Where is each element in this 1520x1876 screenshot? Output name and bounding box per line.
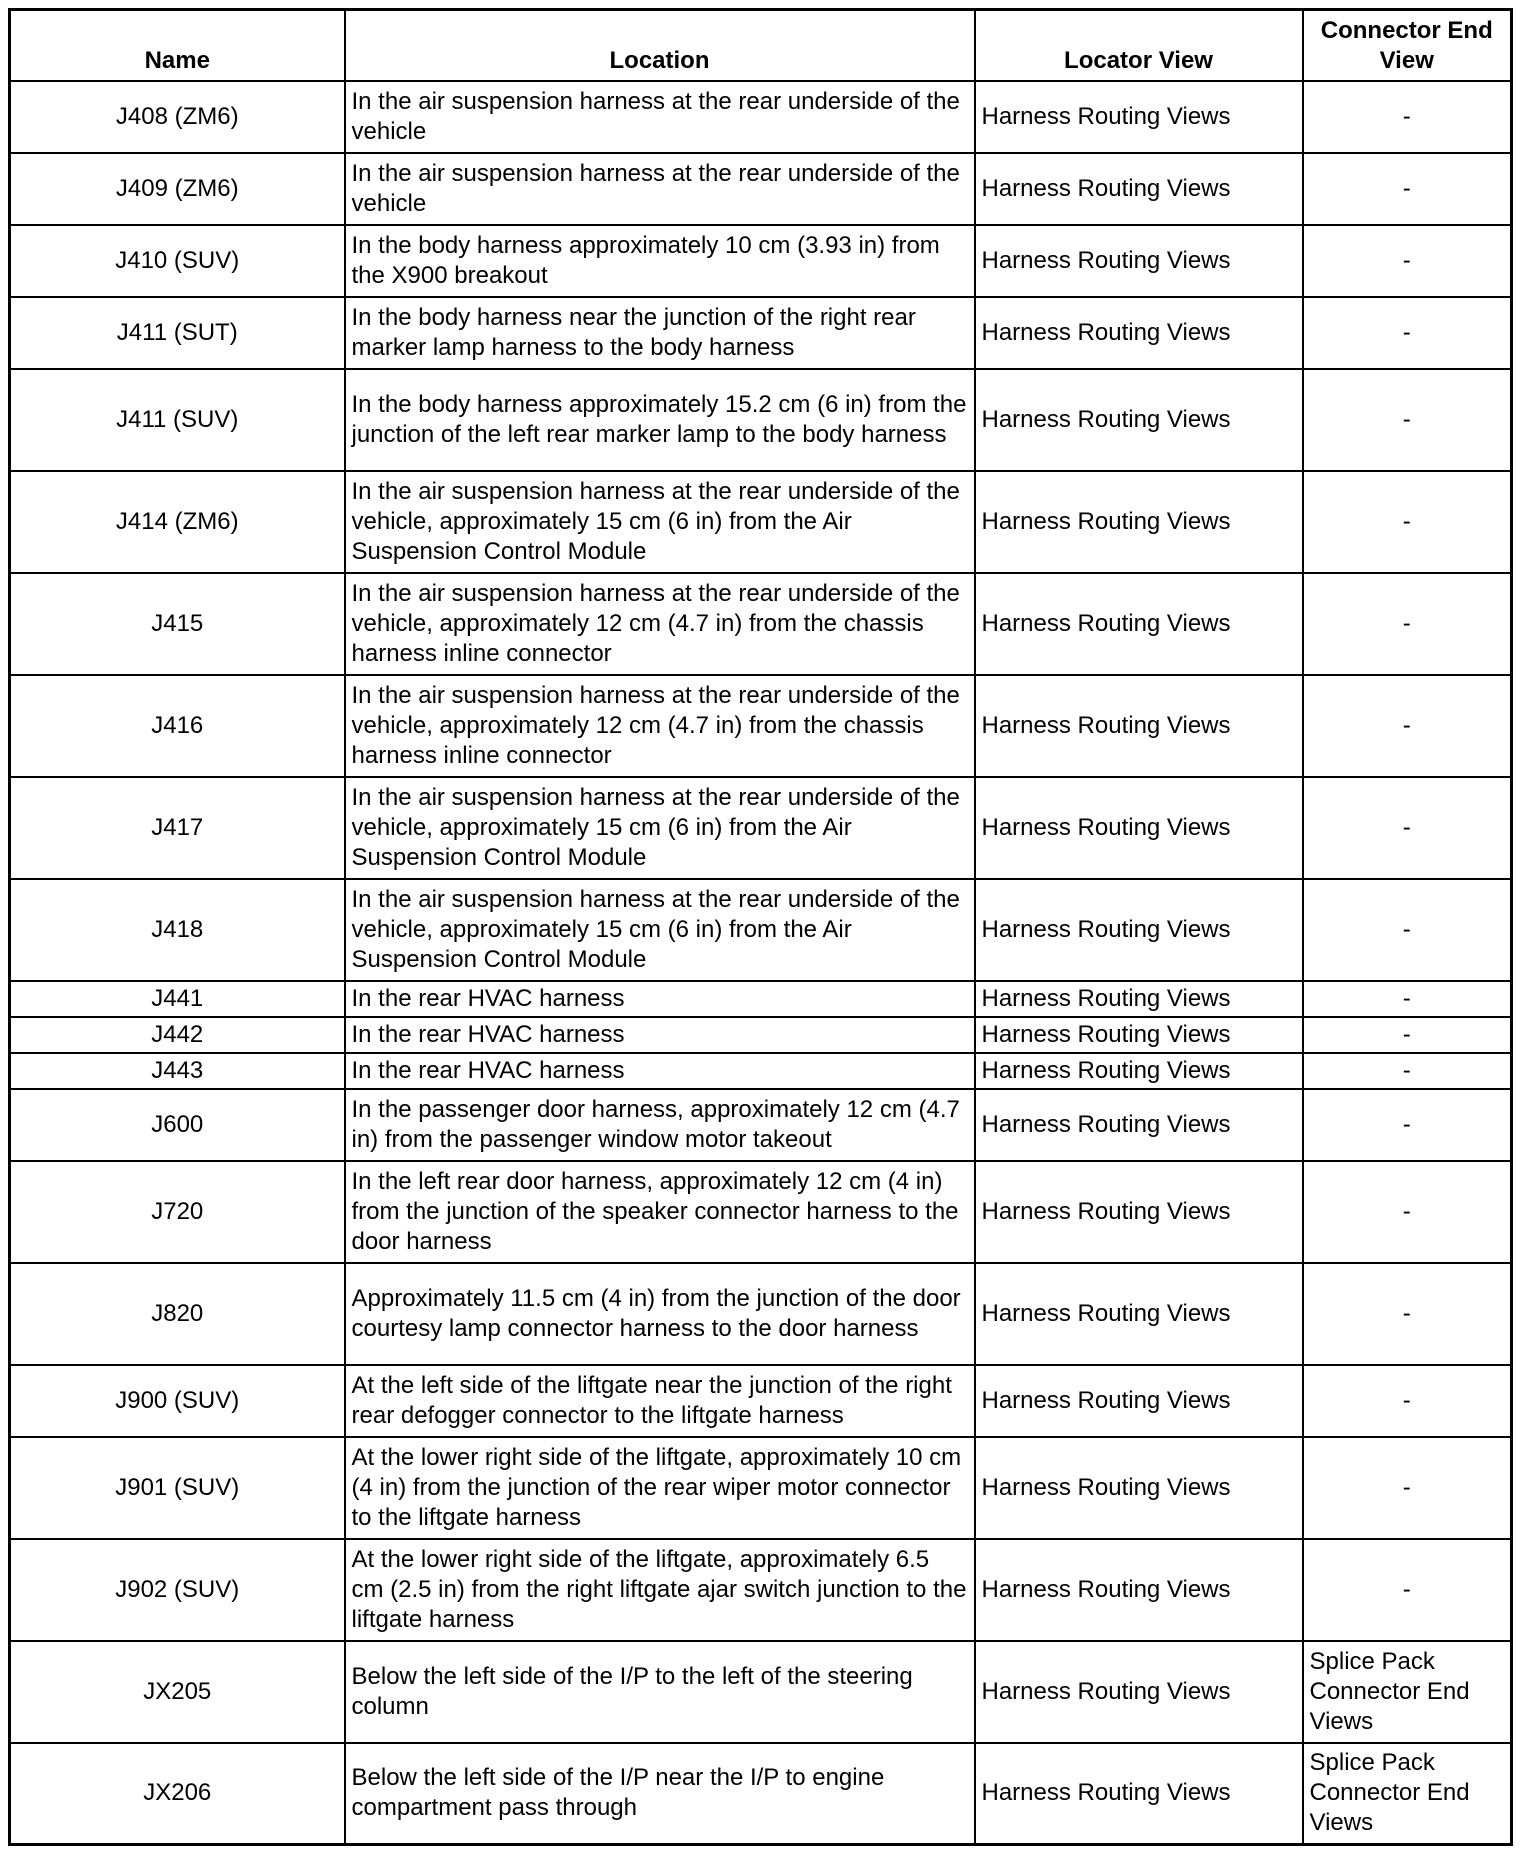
cell-name: J416	[10, 675, 345, 777]
cell-locator-view: Harness Routing Views	[975, 1017, 1303, 1053]
cell-name: J720	[10, 1161, 345, 1263]
cell-connector-end-view: -	[1303, 1263, 1512, 1365]
table-row	[10, 777, 1512, 879]
cell-name: J409 (ZM6)	[10, 153, 345, 225]
cell-connector-end-view: -	[1303, 1365, 1512, 1437]
cell-location: In the air suspension harness at the rear underside of the vehicle, approximately 12 cm (4.7 in) from the chassis harness inline connector	[345, 573, 975, 675]
cell-connector-end-view-link: Splice Pack Connector End Views	[1303, 1743, 1512, 1845]
cell-locator-view: Harness Routing Views	[975, 573, 1303, 675]
cell-locator-view: Harness Routing Views	[975, 471, 1303, 573]
cell-locator-view: Harness Routing Views	[975, 1053, 1303, 1089]
cell-location: In the body harness near the junction of the right rear marker lamp harness to the body harness	[345, 297, 975, 369]
table-row	[10, 1743, 1512, 1845]
cell-connector-end-view: -	[1303, 81, 1512, 153]
cell-name: J410 (SUV)	[10, 225, 345, 297]
cell-location: In the passenger door harness, approximately 12 cm (4.7 in) from the passenger window motor takeout	[345, 1089, 975, 1161]
cell-location: At the left side of the liftgate near the junction of the right rear defogger connector to the liftgate harness	[345, 1365, 975, 1437]
cell-name: J417	[10, 777, 345, 879]
cell-location: Below the left side of the I/P to the left of the steering column	[345, 1641, 975, 1743]
cell-name: J408 (ZM6)	[10, 81, 345, 153]
cell-connector-end-view: -	[1303, 225, 1512, 297]
table-row	[10, 1089, 1512, 1161]
table-row	[10, 225, 1512, 297]
table-row	[10, 981, 1512, 1017]
cell-location: In the air suspension harness at the rear underside of the vehicle	[345, 81, 975, 153]
cell-name: J901 (SUV)	[10, 1437, 345, 1539]
cell-name: J820	[10, 1263, 345, 1365]
cell-location: In the body harness approximately 10 cm (3.93 in) from the X900 breakout	[345, 225, 975, 297]
cell-location: Approximately 11.5 cm (4 in) from the junction of the door courtesy lamp connector harness to the door harness	[345, 1263, 975, 1365]
cell-locator-view: Harness Routing Views	[975, 1743, 1303, 1845]
cell-location: In the rear HVAC harness	[345, 981, 975, 1017]
cell-locator-view: Harness Routing Views	[975, 777, 1303, 879]
cell-locator-view: Harness Routing Views	[975, 153, 1303, 225]
cell-locator-view: Harness Routing Views	[975, 369, 1303, 471]
table-row	[10, 1017, 1512, 1053]
table-header-row	[10, 10, 1512, 81]
cell-connector-end-view: -	[1303, 1053, 1512, 1089]
cell-name: J600	[10, 1089, 345, 1161]
cell-locator-view: Harness Routing Views	[975, 81, 1303, 153]
cell-locator-view: Harness Routing Views	[975, 981, 1303, 1017]
cell-locator-view: Harness Routing Views	[975, 1641, 1303, 1743]
cell-connector-end-view: -	[1303, 675, 1512, 777]
table-row	[10, 1263, 1512, 1365]
cell-connector-end-view: -	[1303, 777, 1512, 879]
table-row	[10, 81, 1512, 153]
table-row	[10, 369, 1512, 471]
cell-name: J414 (ZM6)	[10, 471, 345, 573]
cell-location: In the body harness approximately 15.2 cm (6 in) from the junction of the left rear marker lamp to the body harness	[345, 369, 975, 471]
cell-connector-end-view: -	[1303, 369, 1512, 471]
document-page	[8, 8, 1510, 1846]
cell-name: J415	[10, 573, 345, 675]
header-connector-end-view: Connector End View	[1303, 10, 1512, 81]
cell-location: In the air suspension harness at the rear underside of the vehicle, approximately 15 cm (6 in) from the Air Suspension Control Module	[345, 879, 975, 981]
table-row	[10, 573, 1512, 675]
table-row	[10, 1365, 1512, 1437]
cell-name: JX206	[10, 1743, 345, 1845]
cell-locator-view: Harness Routing Views	[975, 225, 1303, 297]
cell-connector-end-view: -	[1303, 1437, 1512, 1539]
cell-location: In the air suspension harness at the rear underside of the vehicle, approximately 15 cm (6 in) from the Air Suspension Control Module	[345, 777, 975, 879]
connector-table	[8, 8, 1513, 1846]
table-row	[10, 1539, 1512, 1641]
cell-name: J418	[10, 879, 345, 981]
cell-locator-view: Harness Routing Views	[975, 1539, 1303, 1641]
cell-locator-view: Harness Routing Views	[975, 1089, 1303, 1161]
cell-connector-end-view: -	[1303, 981, 1512, 1017]
table-row	[10, 153, 1512, 225]
cell-locator-view: Harness Routing Views	[975, 1365, 1303, 1437]
table-row	[10, 879, 1512, 981]
cell-location: At the lower right side of the liftgate, approximately 6.5 cm (2.5 in) from the right liftgate ajar switch junction to the liftgate harness	[345, 1539, 975, 1641]
table-row	[10, 1641, 1512, 1743]
cell-name: J411 (SUV)	[10, 369, 345, 471]
cell-location: In the rear HVAC harness	[345, 1017, 975, 1053]
cell-name: J411 (SUT)	[10, 297, 345, 369]
cell-name: JX205	[10, 1641, 345, 1743]
cell-location: In the rear HVAC harness	[345, 1053, 975, 1089]
cell-name: J442	[10, 1017, 345, 1053]
table-row	[10, 675, 1512, 777]
cell-connector-end-view: -	[1303, 573, 1512, 675]
cell-connector-end-view: -	[1303, 1017, 1512, 1053]
cell-name: J443	[10, 1053, 345, 1089]
cell-connector-end-view: -	[1303, 471, 1512, 573]
table-row	[10, 1053, 1512, 1089]
cell-location: In the air suspension harness at the rear underside of the vehicle, approximately 12 cm (4.7 in) from the chassis harness inline connector	[345, 675, 975, 777]
cell-name: J900 (SUV)	[10, 1365, 345, 1437]
cell-connector-end-view: -	[1303, 879, 1512, 981]
cell-connector-end-view: -	[1303, 297, 1512, 369]
cell-name: J902 (SUV)	[10, 1539, 345, 1641]
table-row	[10, 471, 1512, 573]
cell-connector-end-view: -	[1303, 1539, 1512, 1641]
header-name: Name	[10, 10, 345, 81]
table-row	[10, 297, 1512, 369]
cell-location: Below the left side of the I/P near the I/P to engine compartment pass through	[345, 1743, 975, 1845]
table-row	[10, 1161, 1512, 1263]
cell-locator-view: Harness Routing Views	[975, 297, 1303, 369]
cell-location: At the lower right side of the liftgate, approximately 10 cm (4 in) from the junction of the rear wiper motor connector to the liftgate harness	[345, 1437, 975, 1539]
cell-connector-end-view-link: Splice Pack Connector End Views	[1303, 1641, 1512, 1743]
cell-name: J441	[10, 981, 345, 1017]
header-location: Location	[345, 10, 975, 81]
cell-locator-view: Harness Routing Views	[975, 879, 1303, 981]
cell-locator-view: Harness Routing Views	[975, 675, 1303, 777]
cell-location: In the air suspension harness at the rear underside of the vehicle, approximately 15 cm (6 in) from the Air Suspension Control Module	[345, 471, 975, 573]
table-row	[10, 1437, 1512, 1539]
cell-locator-view: Harness Routing Views	[975, 1437, 1303, 1539]
header-locator-view: Locator View	[975, 10, 1303, 81]
cell-connector-end-view: -	[1303, 1161, 1512, 1263]
cell-connector-end-view: -	[1303, 153, 1512, 225]
cell-location: In the air suspension harness at the rear underside of the vehicle	[345, 153, 975, 225]
cell-location: In the left rear door harness, approximately 12 cm (4 in) from the junction of the speaker connector harness to the door harness	[345, 1161, 975, 1263]
cell-locator-view: Harness Routing Views	[975, 1263, 1303, 1365]
cell-connector-end-view: -	[1303, 1089, 1512, 1161]
cell-locator-view: Harness Routing Views	[975, 1161, 1303, 1263]
